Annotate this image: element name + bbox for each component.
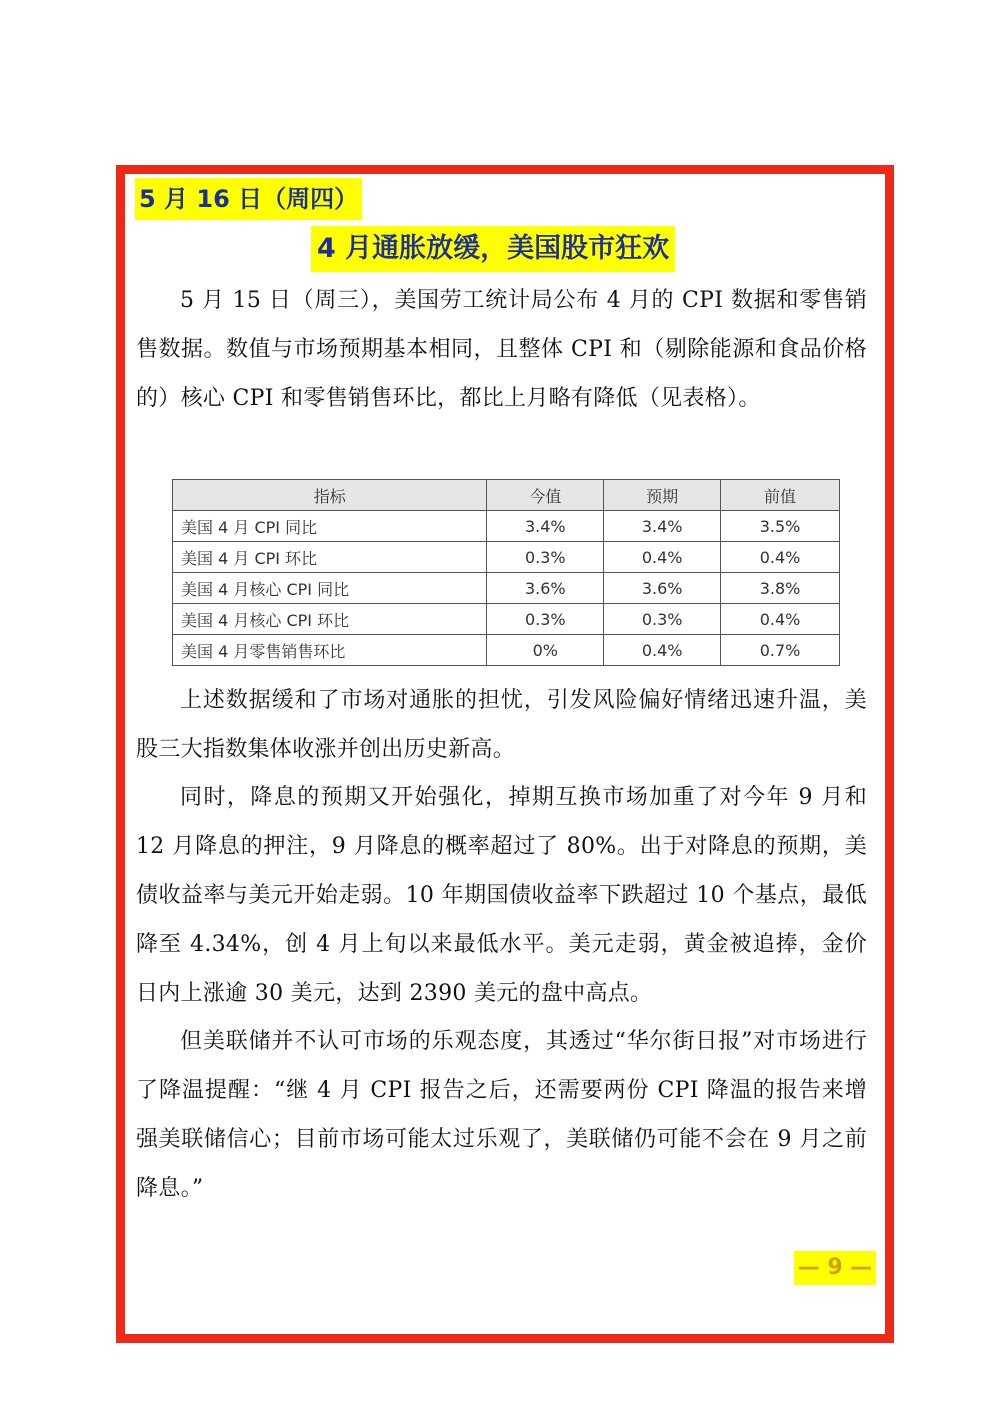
paragraph-rate-cut-expectations: 同时，降息的预期又开始强化，掉期互换市场加重了对今年 9 月和 12 月降息的押注，9 月降息的概率超过了 80%。出于对降息的预期，美债收益率与美元开始走弱。10 年期国债收益率下跌超过 10 个基点，最低降至 4.34%，创 4 月上旬以来最低水平。美元走弱，黄金被追捧，金价日内上涨逾 30 美元，达到 2390 美元的盘中高点。 bbox=[136, 785, 867, 1006]
indicator-cell: 美国 4 月核心 CPI 环比 bbox=[173, 604, 487, 635]
previous-cell: 0.7% bbox=[721, 635, 840, 666]
actual-cell: 3.4% bbox=[487, 511, 604, 542]
previous-cell: 3.5% bbox=[721, 511, 840, 542]
indicator-cell: 美国 4 月 CPI 环比 bbox=[173, 542, 487, 573]
table-row bbox=[173, 635, 840, 666]
actual-cell: 3.6% bbox=[487, 573, 604, 604]
header-forecast: 预期 bbox=[604, 480, 721, 511]
table-header-row bbox=[173, 480, 840, 511]
date-tag: 5 月 16 日（周四） bbox=[135, 178, 362, 220]
cpi-data-table bbox=[172, 479, 840, 666]
article-headline: 4 月通胀放缓，美国股市狂欢 bbox=[311, 226, 675, 272]
indicator-cell: 美国 4 月零售销售环比 bbox=[173, 635, 487, 666]
table-row bbox=[173, 573, 840, 604]
forecast-cell: 3.4% bbox=[604, 511, 721, 542]
forecast-cell: 0.4% bbox=[604, 542, 721, 573]
actual-cell: 0% bbox=[487, 635, 604, 666]
indicator-cell: 美国 4 月 CPI 同比 bbox=[173, 511, 487, 542]
header-indicator: 指标 bbox=[173, 480, 487, 511]
paragraph-intro: 5 月 15 日（周三），美国劳工统计局公布 4 月的 CPI 数据和零售销售数据。数值与市场预期基本相同，且整体 CPI 和（剔除能源和食品价格的）核心 CPI 和零售销售环比，都比上月略有降低（见表格）。 bbox=[136, 288, 867, 411]
table-row bbox=[173, 511, 840, 542]
table-row bbox=[173, 542, 840, 573]
paragraph-market-reaction: 上述数据缓和了市场对通胀的担忧，引发风险偏好情绪迅速升温，美股三大指数集体收涨并创出历史新高。 bbox=[136, 688, 867, 762]
indicator-cell: 美国 4 月核心 CPI 同比 bbox=[173, 573, 487, 604]
actual-cell: 0.3% bbox=[487, 542, 604, 573]
actual-cell: 0.3% bbox=[487, 604, 604, 635]
paragraph-fed-warning: 但美联储并不认可市场的乐观态度，其透过“华尔街日报”对市场进行了降温提醒：“继 4 月 CPI 报告之后，还需要两份 CPI 降温的报告来增强美联储信心；目前市场可能太过乐观了，美联储仍可能不会在 9 月之前降息。” bbox=[136, 1029, 867, 1201]
header-previous: 前值 bbox=[721, 480, 840, 511]
previous-cell: 0.4% bbox=[721, 542, 840, 573]
forecast-cell: 0.4% bbox=[604, 635, 721, 666]
header-actual: 今值 bbox=[487, 480, 604, 511]
forecast-cell: 0.3% bbox=[604, 604, 721, 635]
forecast-cell: 3.6% bbox=[604, 573, 721, 604]
previous-cell: 3.8% bbox=[721, 573, 840, 604]
previous-cell: 0.4% bbox=[721, 604, 840, 635]
page-number: — 9 — bbox=[794, 1251, 876, 1285]
table-row bbox=[173, 604, 840, 635]
